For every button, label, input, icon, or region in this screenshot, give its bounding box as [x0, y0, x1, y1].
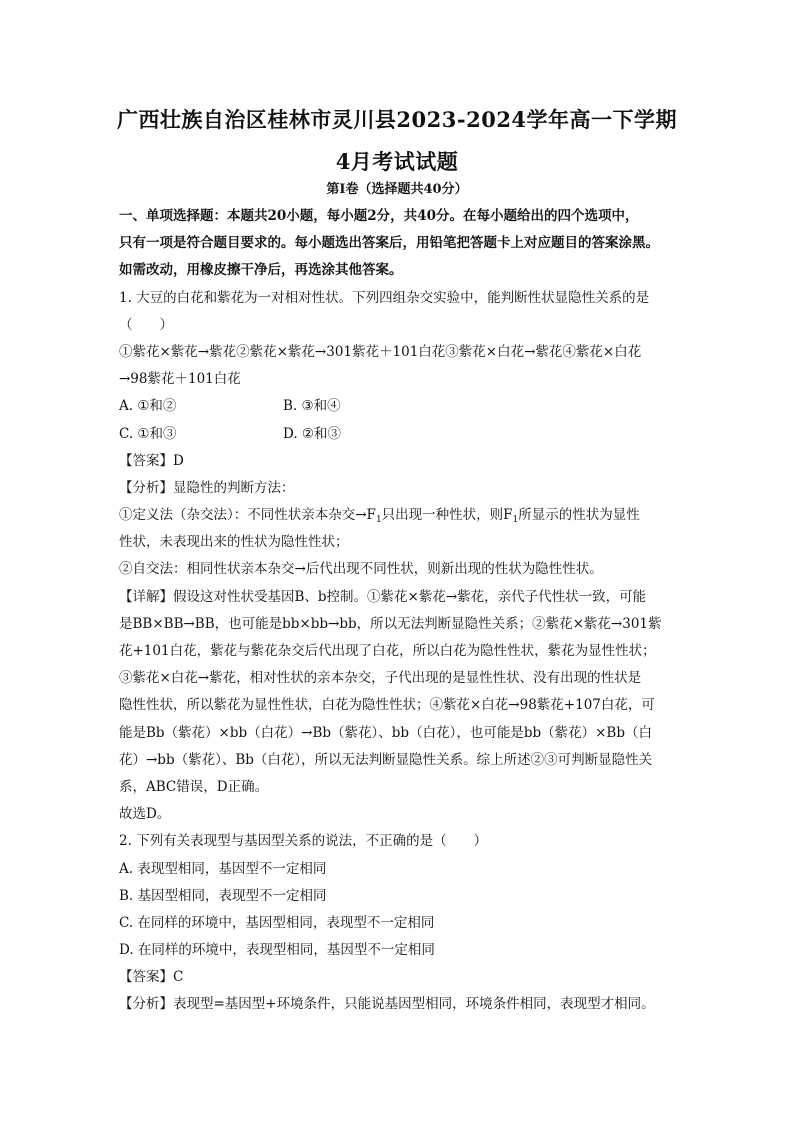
- exam-title-line2: 4月考试试题: [335, 149, 459, 174]
- q2-option-a: A. 表现型相同，基因型不一定相同: [119, 860, 327, 877]
- q1-detail-line: 系，ABC错误，D正确。: [119, 778, 269, 795]
- q1-stem: 1. 大豆的白花和紫花为一对相对性状。下列四组杂交实验中，能判断性状显隐性关系的是: [119, 289, 650, 306]
- q2-option-b: B. 基因型相同，表现型不一定相同: [119, 887, 327, 904]
- q1-analysis-selfing: ②自交法：相同性状亲本杂交→后代出现不同性状，则新出现的性状为隐性性状。: [119, 561, 603, 578]
- q1-conclusion: 故选D。: [119, 806, 171, 823]
- q1-detail-line: ③紫花×白花→紫花，相对性状的亲本杂交，子代出现的是显性性状、没有出现的性状是: [119, 670, 642, 687]
- q1-detail-line: 能是Bb（紫花）×bb（白花）→Bb（紫花）、bb（白花），也可能是bb（紫花）×Bb（白: [119, 724, 652, 741]
- q1-stem-blank: （ ）: [119, 316, 173, 333]
- q1-detail-line: 花+101白花，紫花与紫花杂交后代出现了白花，所以白花为隐性性状，紫花为显性性状；: [119, 643, 656, 659]
- q1-answer: 【答案】D: [119, 452, 184, 469]
- analysis-text: 所显示的性状为显性: [518, 507, 640, 524]
- q1-analysis-definition-cont: 性状，未表现出来的性状为隐性性状；: [119, 534, 349, 551]
- q1-crosses-cont: →98紫花＋101白花: [119, 371, 241, 388]
- q1-options-row2: [119, 421, 684, 448]
- instruction-line: 如需改动，用橡皮擦干净后，再选涂其他答案。: [119, 262, 403, 279]
- q1-crosses: ①紫花×紫花→紫花②紫花×紫花→301紫花＋101白花③紫花×白花→紫花④紫花×白花: [119, 343, 642, 360]
- q1-detail-line: 【详解】假设这对性状受基因B、b控制。①紫花×紫花→紫花，亲代子代性状一致，可能: [119, 588, 647, 605]
- q2-analysis: 【分析】表现型=基因型+环境条件，只能说基因型相同，环境条件相同，表现型才相同。: [119, 996, 655, 1013]
- subscript: 1: [375, 515, 382, 526]
- q2-option-c: C. 在同样的环境中，基因型相同，表现型不一定相同: [119, 914, 435, 931]
- q1-option-b: B. ③和④: [283, 398, 341, 415]
- analysis-text: 只出现一种性状，则F: [381, 507, 513, 524]
- q1-analysis-definition: [119, 502, 684, 529]
- subscript: 1: [512, 515, 519, 526]
- q1-detail-line: 是BB×BB→BB，也可能是bb×bb→bb，所以无法判断显隐性关系；②紫花×紫花→301紫: [119, 615, 662, 632]
- analysis-text: ①定义法（杂交法）：不同性状亲本杂交→F: [119, 507, 376, 524]
- exam-title-line1: 广西壮族自治区桂林市灵川县2023-2024学年高一下学期: [116, 107, 678, 132]
- q1-option-c: C. ①和③: [119, 425, 177, 442]
- q1-detail-line: 花）→bb（紫花）、Bb（白花），所以无法判断显隐性关系。综上所述②③可判断显隐性关: [119, 751, 653, 768]
- q2-answer: 【答案】C: [119, 969, 184, 986]
- q1-detail-line: 隐性性状，所以紫花为显性性状，白花为隐性性状；④紫花×白花→98紫花+107白花，可: [119, 697, 655, 714]
- q1-options-row1: [119, 393, 684, 420]
- q1-analysis-title: 【分析】显隐性的判断方法：: [119, 479, 295, 496]
- instruction-line: 一、单项选择题：本题共20小题，每小题2分，共40分。在每小题给出的四个选项中，: [119, 208, 639, 224]
- q2-option-d: D. 在同样的环境中，表现型相同，基因型不一定相同: [119, 942, 435, 959]
- instruction-line: 只有一项是符合题目要求的。每小题选出答案后，用铅笔把答题卡上对应题目的答案涂黑。: [119, 235, 659, 252]
- q2-stem: 2. 下列有关表现型与基因型关系的说法，不正确的是（ ）: [119, 833, 488, 850]
- q1-option-d: D. ②和③: [283, 425, 342, 442]
- section-heading: 第Ⅰ卷（选择题共40分）: [326, 182, 468, 197]
- q1-option-a: A. ①和②: [119, 398, 177, 415]
- document-body: [119, 203, 684, 1019]
